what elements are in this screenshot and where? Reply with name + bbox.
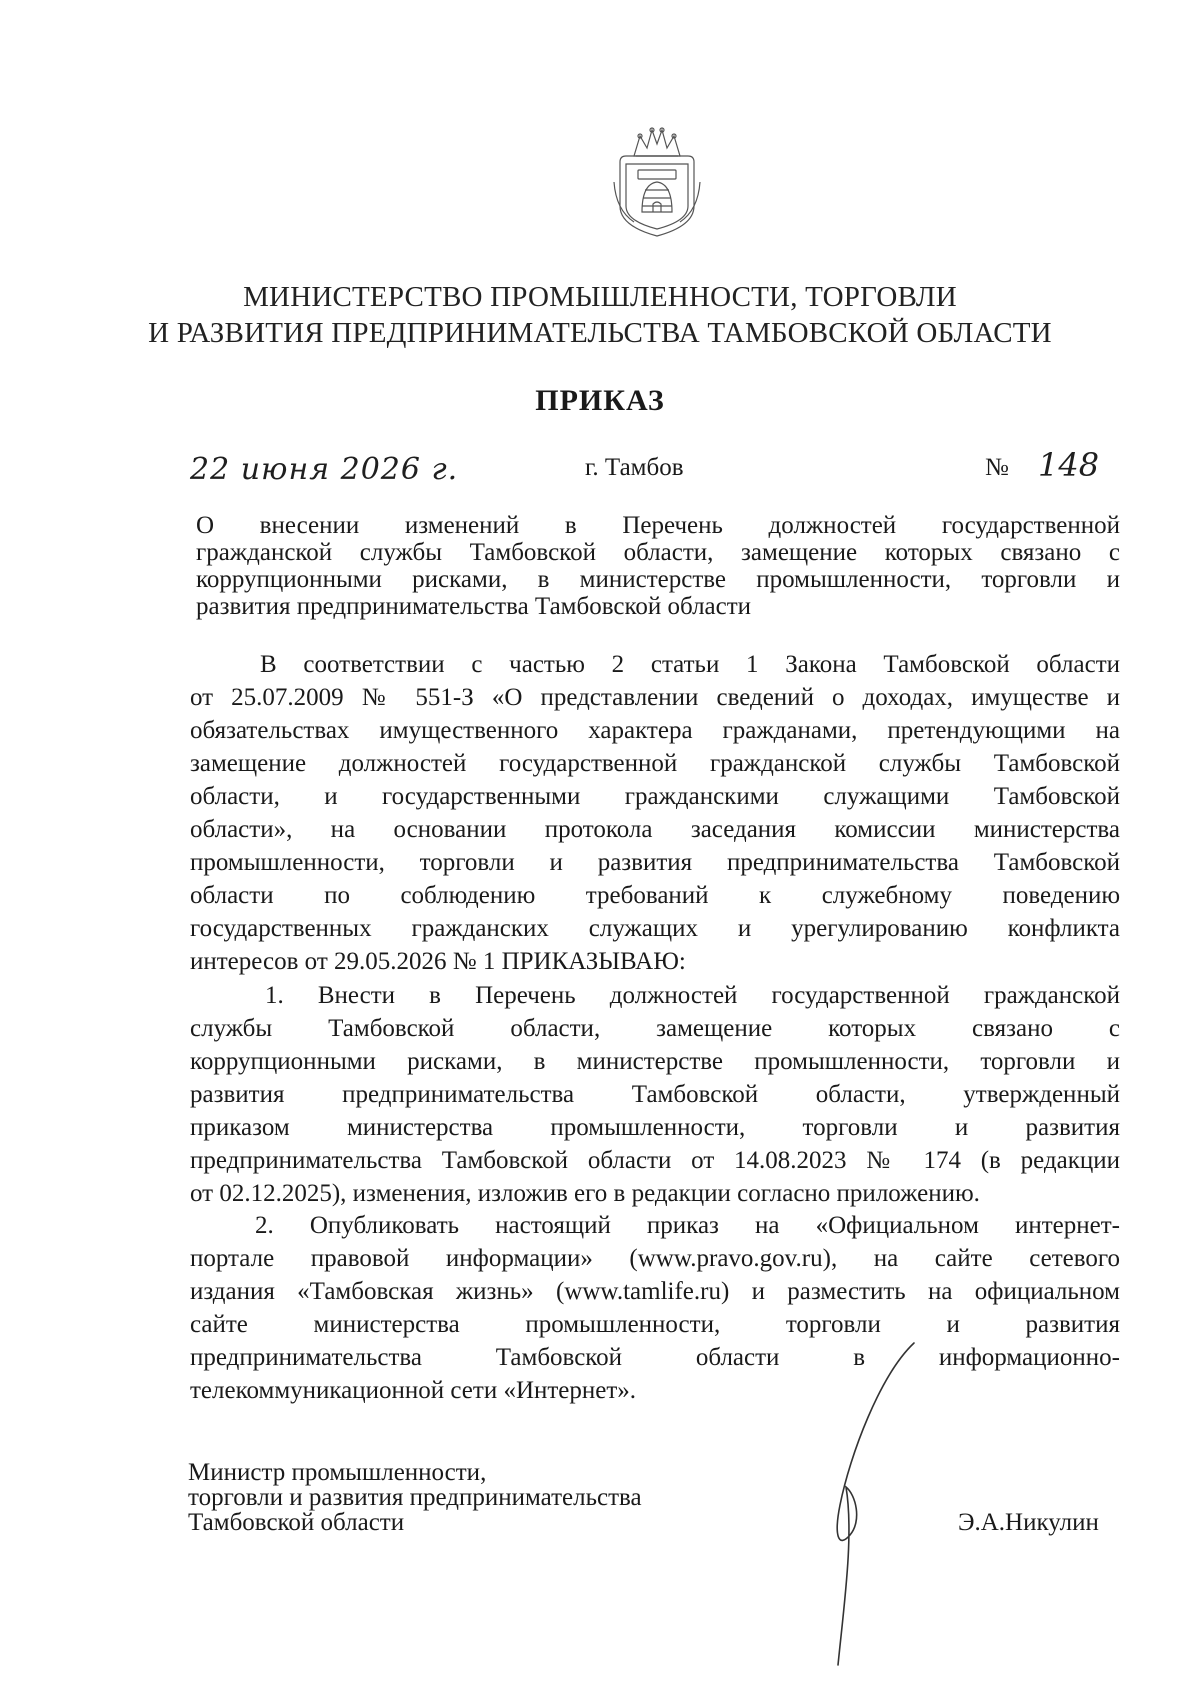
preamble-paragraph [190,648,1120,978]
body-line: предпринимательства Тамбовской области в информационно- [190,1344,1120,1371]
signatory-position-line: Тамбовской области [188,1509,405,1536]
number-sign-label: № [985,454,1009,481]
body-line: интересов от 29.05.2026 № 1 ПРИКАЗЫВАЮ: [190,948,686,975]
ministry-name-line-2: И РАЗВИТИЯ ПРЕДПРИНИМАТЕЛЬСТВА ТАМБОВСКОЙ ОБЛАСТИ [148,317,1052,349]
body-line: телекоммуникационной сети «Интернет». [190,1377,637,1404]
body-line: сайте министерства промышленности, торговли и развития [190,1311,1120,1338]
body-line: промышленности, торговли и развития предпринимательства Тамбовской [190,849,1120,876]
body-line: портале правовой информации» (www.pravo.gov.ru), на сайте сетевого [190,1245,1120,1272]
signatory-name: Э.А.Никулин [958,1509,1099,1536]
order-subject-title [196,512,1120,620]
body-line: государственных гражданских служащих и урегулированию конфликта [190,915,1120,942]
body-line: приказом министерства промышленности, торговли и развития [190,1114,1120,1141]
signatory-position-line: торговли и развития предпринимательства [188,1484,642,1511]
body-line: замещение должностей государственной гражданской службы Тамбовской [190,750,1120,777]
body-line: 2. Опубликовать настоящий приказ на «Официальном интернет- [255,1212,1120,1239]
body-line: предпринимательства Тамбовской области от 14.08.2023 № 174 (в редакции [190,1147,1120,1174]
body-line: развития предпринимательства Тамбовской области, утвержденный [190,1081,1120,1108]
order-item-2 [190,1209,1120,1407]
order-subject-line: коррупционными рисками, в министерстве промышленности, торговли и [196,566,1120,593]
order-subject-line: О внесении изменений в Перечень должностей государственной [196,512,1120,539]
body-line: издания «Тамбовская жизнь» (www.tamlife.ru) и разместить на официальном [190,1278,1120,1305]
ministry-name-line-1: МИНИСТЕРСТВО ПРОМЫШЛЕННОСТИ, ТОРГОВЛИ [243,281,957,313]
handwritten-order-number: 148 [1038,446,1100,484]
body-line: 1. Внести в Перечень должностей государственной гражданской [265,982,1120,1009]
body-line: от 25.07.2009 № 551-З «О представлении сведений о доходах, имуществе и [190,684,1120,711]
signatory-position-line: Министр промышленности, [188,1459,487,1486]
body-line: коррупционными рисками, в министерстве промышленности, торговли и [190,1048,1120,1075]
body-line: области», на основании протокола заседания комиссии министерства [190,816,1120,843]
body-line: обязательствах имущественного характера гражданами, претендующими на [190,717,1120,744]
body-line: В соответствии с частью 2 статьи 1 Закона Тамбовской области [260,651,1120,678]
signatory-position [188,1460,642,1535]
handwritten-date: 22 июня 2026 г. [190,452,459,487]
body-line: службы Тамбовской области, замещение которых связано с [190,1015,1120,1042]
coat-of-arms-emblem [612,122,702,240]
body-line: области, и государственными гражданскими служащими Тамбовской [190,783,1120,810]
body-line: от 02.12.2025), изменения, изложив его в редакции согласно приложению. [190,1180,980,1207]
handwritten-signature [810,1335,930,1675]
city-label: г. Тамбов [585,454,684,481]
order-item-1 [190,979,1120,1210]
document-type-title: ПРИКАЗ [535,384,665,417]
order-subject-line: гражданской службы Тамбовской области, замещение которых связано с [196,539,1120,566]
order-subject-line: развития предпринимательства Тамбовской области [196,593,752,620]
body-line: области по соблюдению требований к служебному поведению [190,882,1120,909]
